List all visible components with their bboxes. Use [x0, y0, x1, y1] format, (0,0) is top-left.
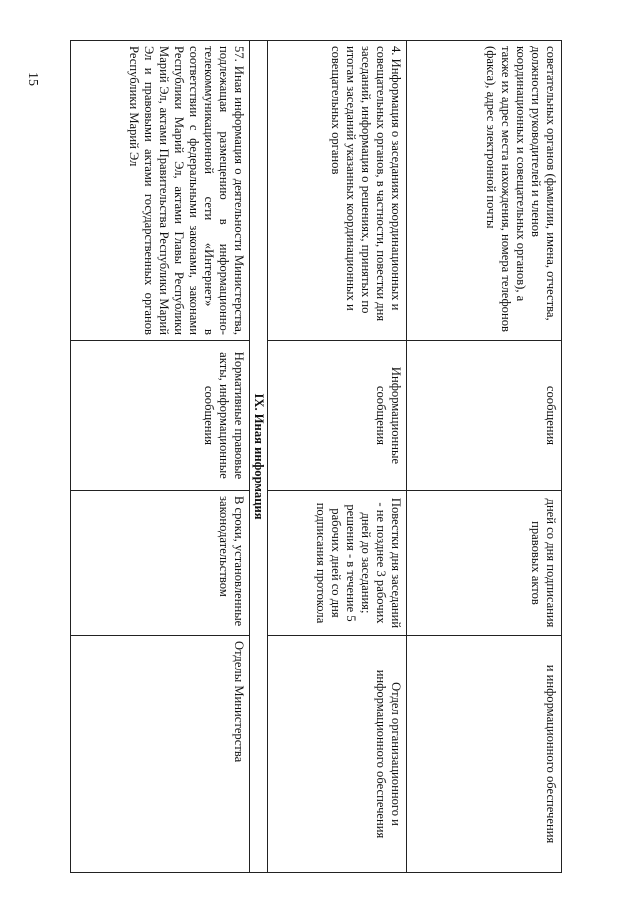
- info-cell: советательных органов (фамилии, имена, отчества, должности руководителей и членов координационных и совещательных органов), а также их адрес места нахождения, номера телефонов (факса), адрес электронной почты: [407, 41, 562, 341]
- table-row: [407, 41, 562, 873]
- info-cell: 57. Иная информация о деятельности Министерства, подлежащая размещению в информационно-телекоммуникационной сети «Интернет» в соответствии с федеральными законами, законами Республики Марий Эл, актами Главы Республики Марий Эл, актами Правительства Республики Марий Эл и правовыми актами государственных органов Республики Марий Эл: [71, 41, 250, 341]
- section-heading-row: [250, 41, 268, 873]
- form-cell: [407, 341, 562, 491]
- table-row: [268, 41, 407, 873]
- page-number: 15: [25, 72, 40, 86]
- term-cell: дней со дня подписания правовых актов: [407, 491, 562, 636]
- form-text: сообщения: [544, 385, 558, 446]
- responsible-cell: Отделы Министерства: [71, 636, 250, 873]
- form-cell: Информационные сообщения: [268, 341, 407, 491]
- responsible-cell: Отдел организационного и информационного обеспечения: [268, 636, 407, 873]
- form-cell: Нормативные правовые акты, информационные сообщения: [71, 341, 250, 491]
- rotated-table-container: [72, 40, 562, 872]
- section-heading: IX. Иная информация: [250, 41, 268, 873]
- document-table: [70, 40, 562, 873]
- info-cell: 4. Информация о заседаниях координационных и совещательных органов, в частности, повестки дня заседаний, информация о решениях, принятых по итогам заседаний указанных координационных и совещательных органов: [268, 41, 407, 341]
- responsible-cell: и информационного обеспечения: [407, 636, 562, 873]
- term-cell: В сроки, установленные законодательством: [71, 491, 250, 636]
- term-cell: Повестки дня заседаний - не позднее 3 рабочих дней до заседания; решения - в течение 5 рабочих дней со дня подписания протокола: [268, 491, 407, 636]
- table-row: [71, 41, 250, 873]
